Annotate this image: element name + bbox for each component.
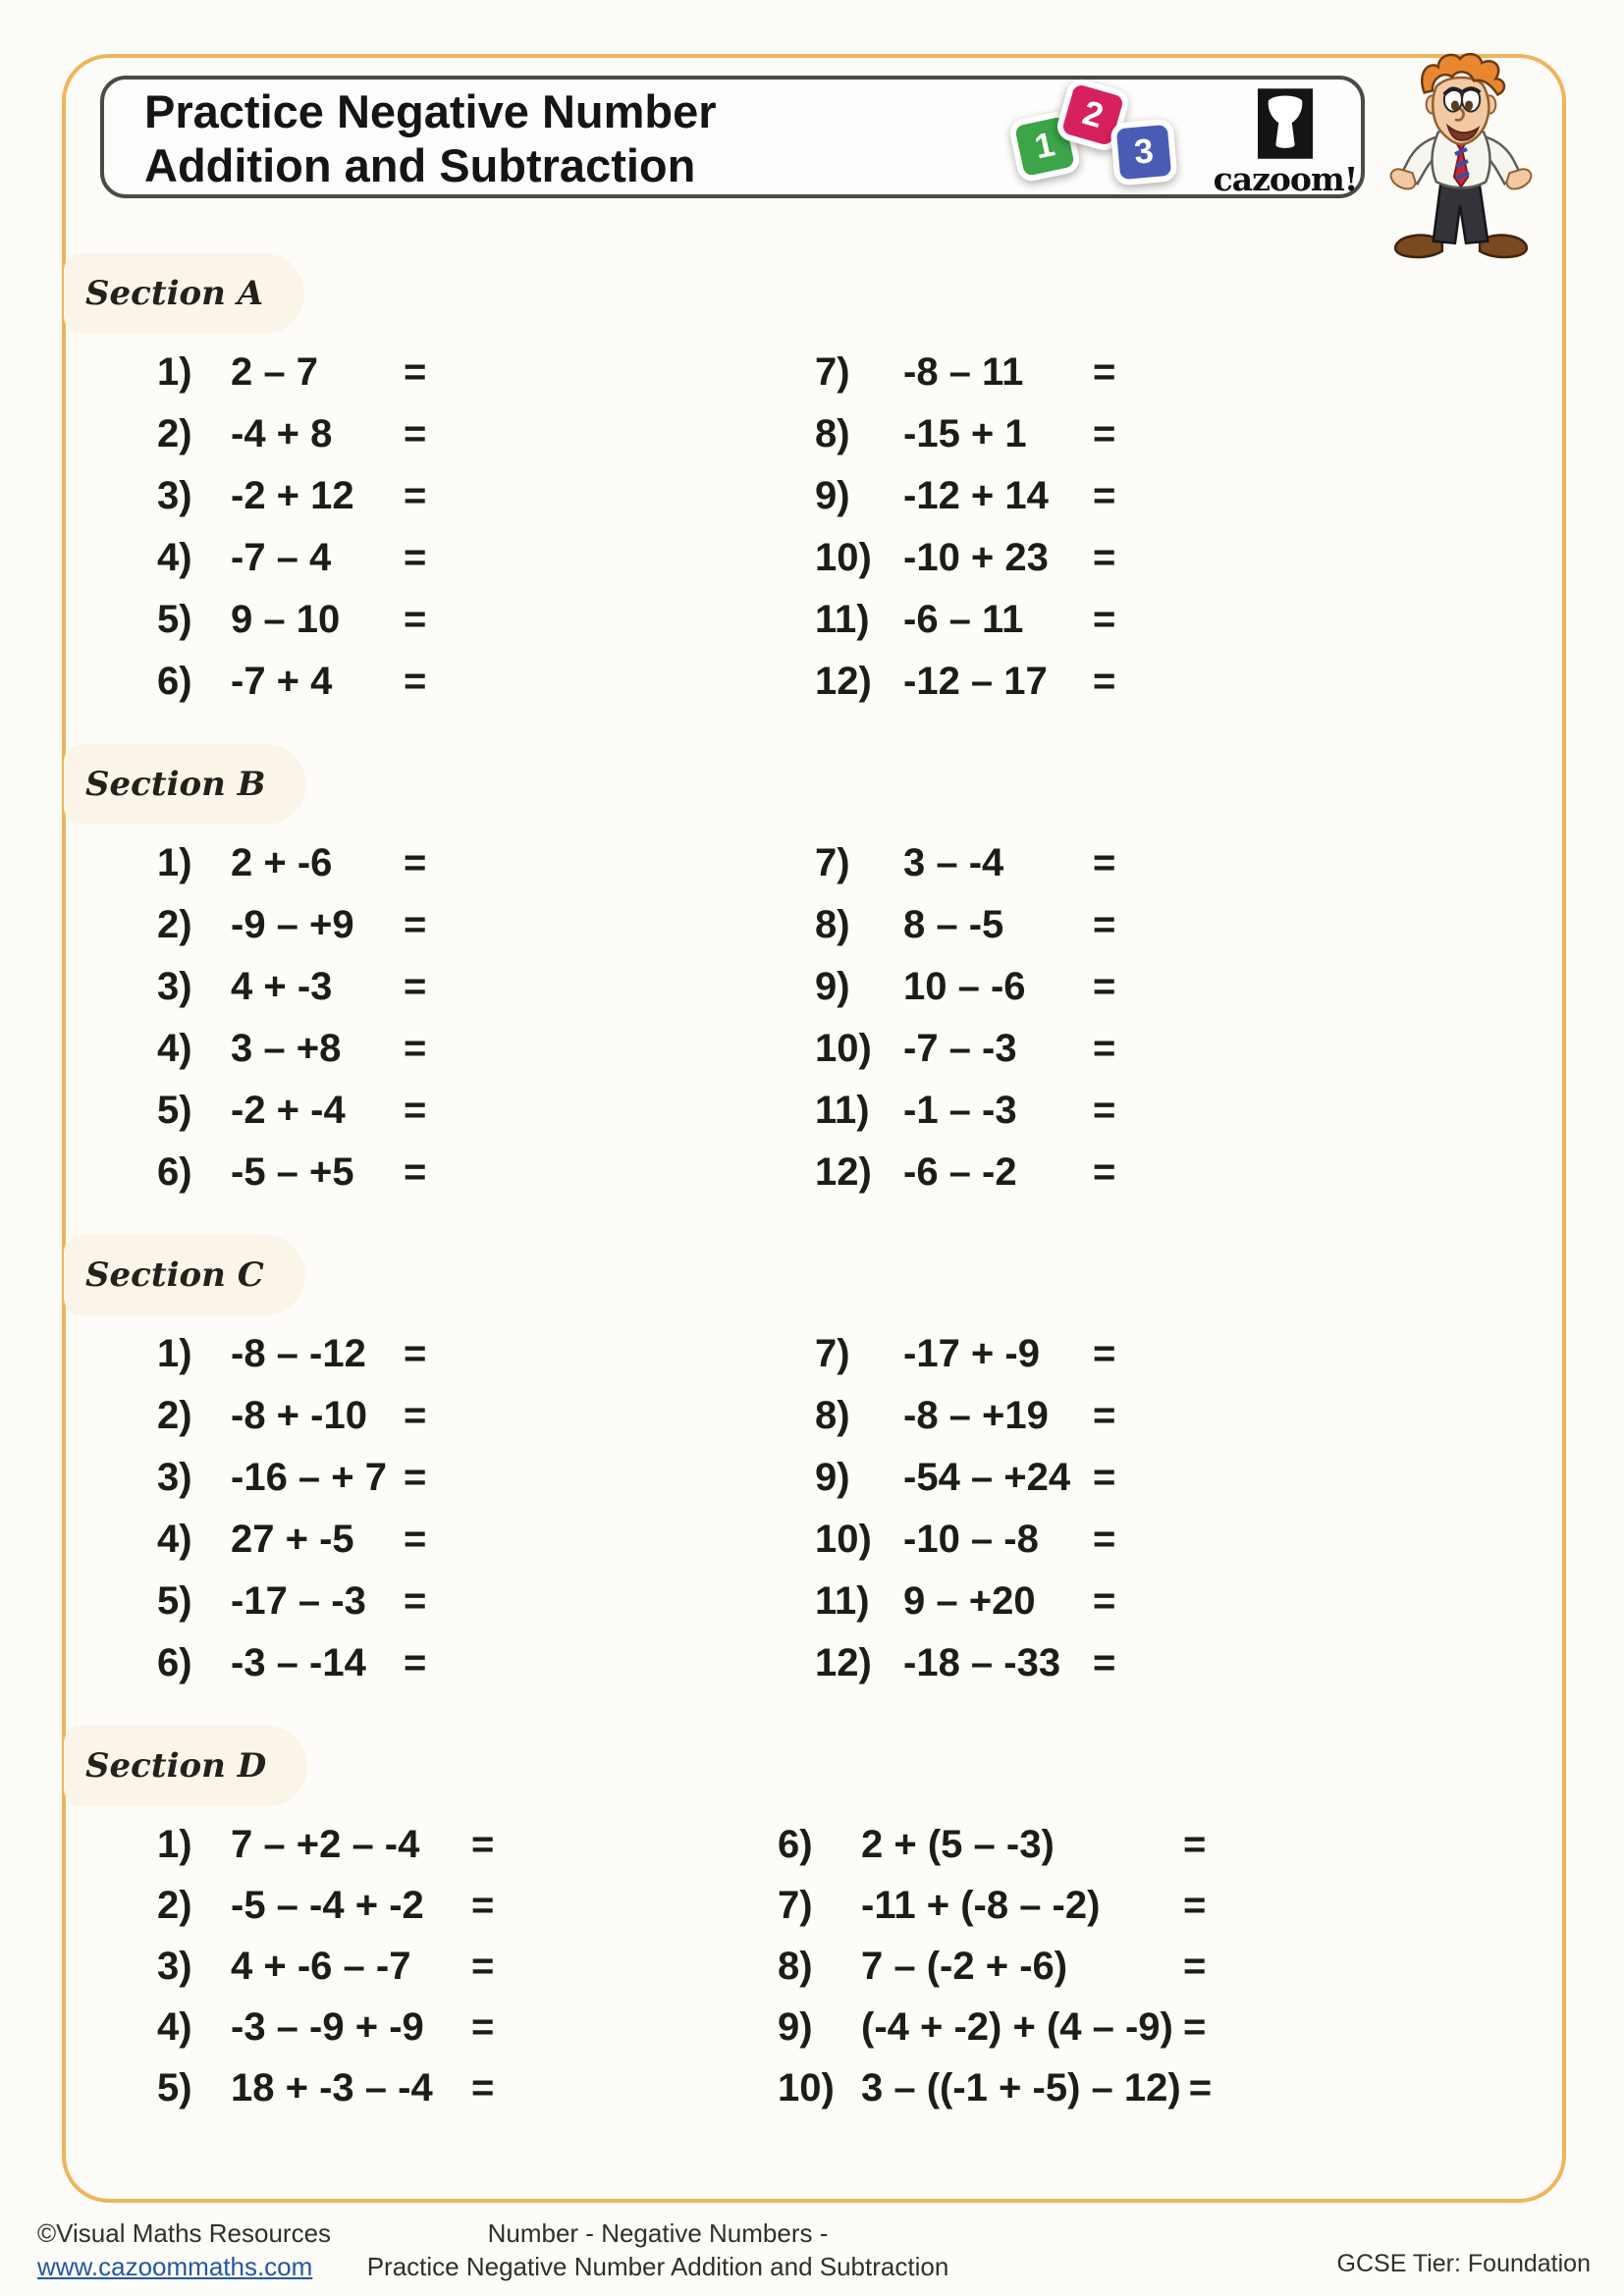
problem-expression: 9 – +20: [903, 1579, 1036, 1623]
topic-line-1: Number - Negative Numbers -: [487, 2218, 829, 2248]
problem-expression: -8 + -10: [231, 1394, 367, 1437]
problem-number: 5): [157, 2065, 192, 2109]
problem-row: [815, 651, 1115, 713]
equals-sign: =: [1188, 2065, 1213, 2109]
section-label: [64, 1235, 305, 1315]
problem-expression: -18 – -33: [903, 1641, 1061, 1684]
problem-number: 2): [157, 1883, 192, 1927]
problem-row: [157, 1080, 426, 1142]
equals-sign: =: [1183, 1822, 1207, 1866]
problem-expression: 9 – 10: [231, 598, 341, 641]
problem-expression: -12 – 17: [903, 660, 1048, 703]
tile-digit: 1: [1031, 125, 1058, 167]
problem-expression: 7 – +2 – -4: [231, 1822, 420, 1866]
problem-row: [815, 832, 1115, 894]
problem-row: [157, 1018, 426, 1080]
problem-number: 6): [778, 1822, 813, 1866]
problem-number: 2): [157, 903, 192, 946]
problems-column-right: [815, 342, 1115, 713]
problem-number: 5): [157, 1089, 192, 1132]
problem-row: [157, 1875, 494, 1936]
problem-number: 10): [778, 2065, 835, 2109]
problem-expression: -16 – + 7: [231, 1456, 388, 1499]
problem-row: [815, 1571, 1115, 1632]
problems-column-left: [157, 1323, 426, 1694]
equals-sign: =: [404, 1641, 427, 1684]
problem-number: 7): [815, 1332, 850, 1375]
problem-number: 4): [157, 1518, 192, 1561]
equals-sign: =: [1093, 536, 1116, 579]
equals-sign: =: [1093, 350, 1116, 394]
equals-sign: =: [1093, 1089, 1116, 1132]
problem-expression: -3 – -14: [231, 1641, 366, 1684]
djembe-drum-icon: [1258, 88, 1313, 159]
tile-digit: 3: [1132, 132, 1156, 172]
problem-number: 1): [157, 1332, 192, 1375]
problem-number: 5): [157, 1579, 192, 1623]
problem-expression: -7 – -3: [903, 1027, 1017, 1070]
problem-expression: -1 – -3: [903, 1089, 1017, 1132]
section-label-text: Section D: [85, 1746, 267, 1786]
equals-sign: =: [404, 660, 427, 703]
equals-sign: =: [1093, 903, 1116, 946]
problem-number: 10): [815, 1518, 872, 1561]
page-title: [144, 84, 717, 192]
problem-number: 1): [157, 841, 192, 884]
equals-sign: =: [471, 1944, 495, 1988]
problem-number: 7): [815, 841, 850, 884]
problem-row: [157, 1142, 426, 1203]
problem-expression: -9 – +9: [231, 903, 354, 946]
equals-sign: =: [404, 1518, 427, 1561]
problem-row: [815, 465, 1115, 527]
problem-number: 8): [815, 412, 850, 455]
equals-sign: =: [1093, 598, 1116, 641]
problem-number: 9): [778, 2004, 813, 2049]
problem-number: 1): [157, 350, 192, 394]
equals-sign: =: [1183, 1883, 1207, 1927]
equals-sign: =: [404, 536, 427, 579]
equals-sign: =: [404, 1579, 427, 1623]
problem-expression: -7 – 4: [231, 536, 332, 579]
problem-expression: -6 – 11: [903, 598, 1024, 641]
problem-expression: 2 + -6: [231, 841, 333, 884]
page-title-line2: Addition and Subtraction: [144, 139, 696, 191]
equals-sign: =: [1183, 2004, 1207, 2049]
equals-sign: =: [404, 1089, 427, 1132]
equals-sign: =: [471, 1883, 495, 1927]
problem-row: [778, 1875, 1212, 1936]
problem-expression: 3 – ((-1 + -5) – 12): [861, 2065, 1181, 2109]
equals-sign: =: [471, 1822, 495, 1866]
equals-sign: =: [1093, 412, 1116, 455]
problem-expression: 18 + -3 – -4: [231, 2065, 433, 2109]
problem-expression: -2 + 12: [231, 474, 354, 517]
problem-expression: -17 + -9: [903, 1332, 1040, 1375]
problem-number: 9): [815, 1456, 850, 1499]
problem-row: [815, 1385, 1115, 1447]
problem-expression: -54 – +24: [903, 1456, 1071, 1499]
problem-row: [157, 1323, 426, 1385]
problem-number: 9): [815, 965, 850, 1008]
problem-number: 2): [157, 1394, 192, 1437]
section-label: [64, 253, 304, 334]
problem-number: 11): [815, 1089, 870, 1132]
equals-sign: =: [1093, 1579, 1116, 1623]
problem-expression: 3 – +8: [231, 1027, 342, 1070]
problem-expression: 10 – -6: [903, 965, 1026, 1008]
problem-number: 12): [815, 1641, 872, 1684]
problem-row: [778, 2057, 1212, 2118]
problem-row: [157, 1814, 494, 1875]
problem-expression: -10 – -8: [903, 1518, 1039, 1561]
problem-expression: -15 + 1: [903, 412, 1027, 455]
problem-number: 5): [157, 598, 192, 641]
problem-row: [157, 1447, 426, 1509]
problem-row: [157, 956, 426, 1018]
problem-number: 3): [157, 474, 192, 517]
equals-sign: =: [1093, 1518, 1116, 1561]
problem-number: 1): [157, 1822, 192, 1866]
problem-row: [815, 1142, 1115, 1203]
equals-sign: =: [1093, 1332, 1116, 1375]
problem-number: 12): [815, 660, 872, 703]
equals-sign: =: [1093, 660, 1116, 703]
section-b: [0, 744, 1624, 1235]
problem-expression: 4 + -6 – -7: [231, 1944, 411, 1988]
problem-expression: -17 – -3: [231, 1579, 366, 1623]
section-label-text: Section A: [85, 274, 264, 313]
problem-number: 6): [157, 1641, 192, 1684]
section-d: [0, 1726, 1624, 2216]
mascot-character-icon: [1386, 53, 1536, 263]
tile-digit: 2: [1078, 93, 1108, 135]
problem-row: [815, 1632, 1115, 1694]
problems-column-left: [157, 342, 426, 713]
equals-sign: =: [404, 1332, 427, 1375]
problem-number: 4): [157, 1027, 192, 1070]
equals-sign: =: [404, 1027, 427, 1070]
problem-number: 11): [815, 1579, 870, 1623]
problem-row: [815, 1447, 1115, 1509]
problem-row: [157, 342, 426, 403]
problem-row: [157, 1936, 494, 1997]
problem-number: 6): [157, 1150, 192, 1194]
equals-sign: =: [1093, 965, 1116, 1008]
problem-number: 7): [815, 350, 850, 394]
problem-number: 2): [157, 412, 192, 455]
equals-sign: =: [1183, 1944, 1207, 1988]
problem-expression: -8 – 11: [903, 350, 1024, 394]
problems-column-right: [815, 1323, 1115, 1694]
problem-expression: -5 – +5: [231, 1150, 354, 1194]
problem-expression: -7 + 4: [231, 660, 333, 703]
footer-left: [37, 2216, 331, 2283]
equals-sign: =: [1093, 1456, 1116, 1499]
problem-number: 4): [157, 536, 192, 579]
section-a: [0, 253, 1624, 744]
problem-row: [815, 894, 1115, 956]
problem-number: 8): [815, 903, 850, 946]
problem-row: [778, 1936, 1212, 1997]
tier-label: GCSE Tier: Foundation: [1336, 2250, 1591, 2277]
problem-number: 8): [815, 1394, 850, 1437]
problems-column-left: [157, 832, 426, 1203]
problem-row: [815, 342, 1115, 403]
equals-sign: =: [404, 841, 427, 884]
problems-column-right: [815, 832, 1115, 1203]
problem-number: 7): [778, 1883, 813, 1927]
number-123-logo: [1005, 83, 1192, 193]
section-label-text: Section C: [85, 1255, 264, 1295]
equals-sign: =: [404, 350, 427, 394]
equals-sign: =: [1093, 1150, 1116, 1194]
number-tile-3-icon: [1110, 118, 1177, 186]
problem-expression: -4 + 8: [231, 412, 333, 455]
problem-expression: -8 – -12: [231, 1332, 366, 1375]
problem-expression: -6 – -2: [903, 1150, 1017, 1194]
problem-expression: 3 – -4: [903, 841, 1004, 884]
problem-expression: -8 – +19: [903, 1394, 1049, 1437]
problem-row: [157, 832, 426, 894]
problem-row: [815, 1323, 1115, 1385]
problem-number: 3): [157, 965, 192, 1008]
problem-expression: (-4 + -2) + (4 – -9): [861, 2004, 1173, 2049]
problem-expression: 8 – -5: [903, 903, 1004, 946]
problem-row: [815, 403, 1115, 465]
problem-row: [157, 589, 426, 651]
equals-sign: =: [1093, 1027, 1116, 1070]
section-label: [64, 744, 306, 825]
problem-row: [778, 1997, 1212, 2057]
equals-sign: =: [404, 1394, 427, 1437]
problem-row: [157, 1632, 426, 1694]
problem-row: [157, 1997, 494, 2057]
problem-row: [157, 403, 426, 465]
problem-row: [157, 1571, 426, 1632]
problem-expression: -2 + -4: [231, 1089, 346, 1132]
equals-sign: =: [404, 412, 427, 455]
problem-row: [815, 527, 1115, 589]
problem-expression: 4 + -3: [231, 965, 333, 1008]
problem-row: [157, 1509, 426, 1571]
equals-sign: =: [404, 903, 427, 946]
copyright-text: ©Visual Maths Resources: [37, 2218, 332, 2248]
equals-sign: =: [404, 965, 427, 1008]
problem-expression: -3 – -9 + -9: [231, 2004, 424, 2049]
problem-row: [815, 1509, 1115, 1571]
problem-expression: 2 + (5 – -3): [861, 1822, 1055, 1866]
problem-expression: -10 + 23: [903, 536, 1049, 579]
problem-row: [815, 1018, 1115, 1080]
problem-number: 12): [815, 1150, 872, 1194]
problem-row: [157, 651, 426, 713]
problem-number: 8): [778, 1944, 813, 1988]
problem-number: 6): [157, 660, 192, 703]
problem-row: [157, 2057, 494, 2118]
page-title-line1: Practice Negative Number: [144, 85, 717, 137]
equals-sign: =: [471, 2065, 495, 2109]
problem-row: [157, 527, 426, 589]
equals-sign: =: [404, 474, 427, 517]
problem-row: [815, 589, 1115, 651]
section-label-text: Section B: [85, 765, 266, 804]
equals-sign: =: [1093, 474, 1116, 517]
section-c: [0, 1235, 1624, 1726]
problem-row: [157, 894, 426, 956]
cazoom-brand-text: cazoom!: [1213, 160, 1358, 198]
problem-number: 3): [157, 1456, 192, 1499]
topic-line-2: Practice Negative Number Addition and Subtraction: [366, 2252, 949, 2281]
header-box: [100, 76, 1365, 198]
problem-expression: -12 + 14: [903, 474, 1049, 517]
problem-expression: 2 – 7: [231, 350, 318, 394]
website-link[interactable]: www.cazoommaths.com: [37, 2252, 313, 2281]
problems-column-right: [778, 1814, 1212, 2118]
footer-topic: [334, 2216, 982, 2283]
equals-sign: =: [404, 1150, 427, 1194]
problem-number: 11): [815, 598, 870, 641]
problem-number: 4): [157, 2004, 192, 2049]
section-label: [64, 1726, 307, 1806]
problem-row: [157, 465, 426, 527]
problem-number: 3): [157, 1944, 192, 1988]
problem-number: 10): [815, 1027, 872, 1070]
problem-row: [815, 1080, 1115, 1142]
equals-sign: =: [404, 1456, 427, 1499]
problems-column-left: [157, 1814, 494, 2118]
equals-sign: =: [471, 2004, 495, 2049]
problem-expression: -5 – -4 + -2: [231, 1883, 424, 1927]
equals-sign: =: [1093, 1394, 1116, 1437]
problem-expression: 7 – (-2 + -6): [861, 1944, 1068, 1988]
problem-expression: -11 + (-8 – -2): [861, 1883, 1101, 1927]
problem-expression: 27 + -5: [231, 1518, 354, 1561]
problem-row: [778, 1814, 1212, 1875]
problem-row: [157, 1385, 426, 1447]
equals-sign: =: [1093, 841, 1116, 884]
equals-sign: =: [404, 598, 427, 641]
cazoom-logo: [1202, 88, 1369, 198]
problem-row: [815, 956, 1115, 1018]
problem-number: 9): [815, 474, 850, 517]
equals-sign: =: [1093, 1641, 1116, 1684]
problem-number: 10): [815, 536, 872, 579]
